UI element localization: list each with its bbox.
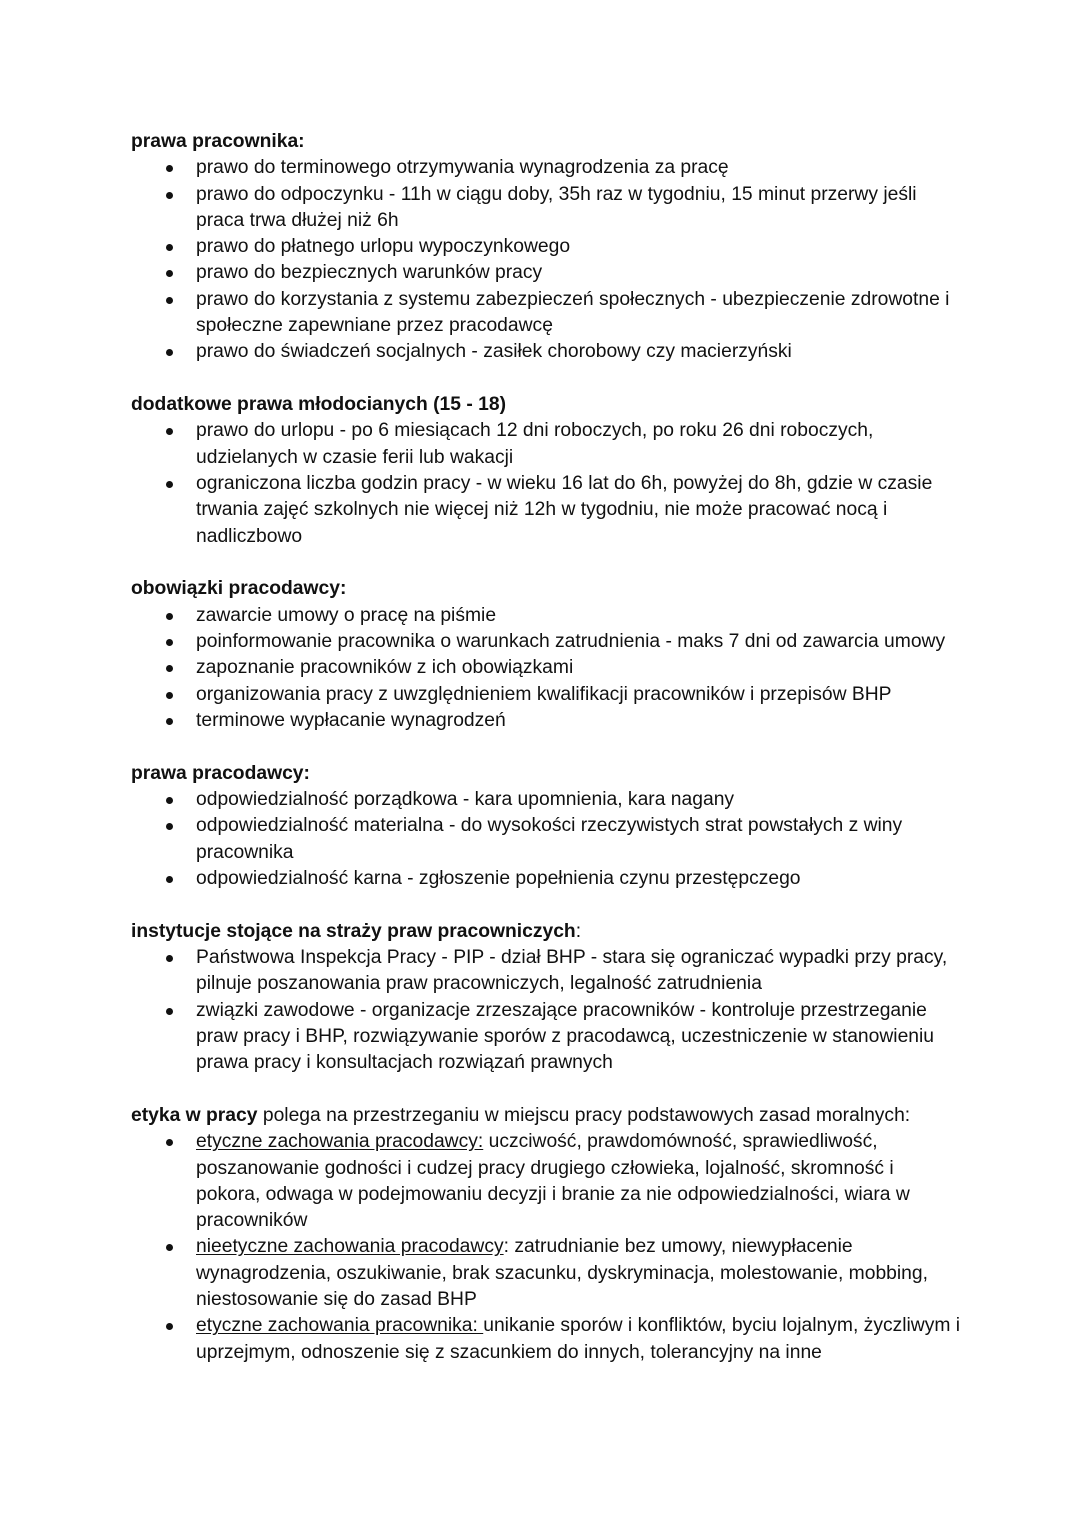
bullet-icon (166, 823, 173, 830)
list-item (196, 603, 961, 629)
list-item (196, 234, 961, 260)
bullet-icon (166, 1139, 173, 1146)
bullet-icon (166, 481, 173, 488)
heading-bold-text: prawa pracownika: (131, 131, 305, 152)
list-item-text: terminowe wypłacanie wynagrodzeń (196, 709, 506, 731)
list-item-text: Państwowa Inspekcja Pracy - PIP - dział BHP - stara się ograniczać wypadki przy pracy, pilnuje poszanowania praw pracowniczych, legalność zatrudnienia (196, 947, 948, 995)
list-item-text: unikanie sporów i konfliktów, byciu lojalnym, życzliwym i uprzejmym, odnoszenie się z szacunkiem do innych, tolerancyjny na inne (196, 1315, 961, 1363)
list-item-text: prawo do płatnego urlopu wypoczynkowego (196, 236, 571, 258)
section-heading (131, 576, 961, 602)
bullet-icon (166, 1244, 173, 1251)
bullet-icon (166, 270, 173, 277)
list-item-text: prawo do bezpiecznych warunków pracy (196, 262, 543, 284)
bullet-icon (166, 297, 173, 304)
bullet-icon (166, 797, 173, 804)
list-item-text: : zatrudnianie bez umowy, niewypłacenie wynagrodzenia, oszukiwanie, brak szacunku, dyskryminacja, molestowanie, mobbing, niestosowanie się do zasad BHP (196, 1236, 928, 1311)
bullet-list (131, 1129, 961, 1366)
section-heading (131, 392, 961, 418)
list-item-text: zawarcie umowy o pracę na piśmie (196, 604, 497, 626)
section-employer-rights (131, 761, 961, 892)
section-employee-rights (131, 129, 961, 366)
heading-bold-text: etyka w pracy (131, 1105, 258, 1126)
underlined-label: etyczne zachowania pracownika: (196, 1315, 484, 1337)
section-heading (131, 919, 961, 945)
bullet-icon (166, 192, 173, 199)
section-employer-duties (131, 576, 961, 734)
list-item (196, 708, 961, 734)
list-item (196, 1129, 961, 1234)
bullet-icon (166, 665, 173, 672)
heading-bold-text: dodatkowe prawa młodocianych (15 - 18) (131, 394, 507, 416)
document-page (131, 129, 961, 1392)
list-item (196, 998, 961, 1077)
bullet-icon (166, 718, 173, 725)
heading-bold-text: obowiązki pracodawcy: (131, 578, 347, 600)
underlined-label: nieetyczne zachowania pracodawcy (196, 1236, 504, 1258)
heading-bold-text: instytucje stojące na straży praw pracowniczych (131, 920, 576, 942)
bullet-icon (166, 692, 173, 699)
list-item (196, 155, 961, 181)
list-item-text: odpowiedzialność porządkowa - kara upomnienia, kara nagany (196, 789, 735, 811)
bullet-list (131, 155, 961, 365)
bullet-list (131, 603, 961, 734)
list-item-text: prawo do odpoczynku - 11h w ciągu doby, 35h raz w tygodniu, 15 minut przerwy jeśli praca trwa dłużej niż 6h (196, 183, 917, 231)
list-item (196, 418, 961, 471)
list-item-text: prawo do urlopu - po 6 miesiącach 12 dni roboczych, po roku 26 dni roboczych, udzielanych w czasie ferii lub wakacji (196, 420, 874, 468)
list-item (196, 260, 961, 286)
heading-rest-text: : (575, 920, 582, 942)
list-item (196, 1234, 961, 1313)
list-item-text: ograniczona liczba godzin pracy - w wieku 16 lat do 6h, powyżej do 8h, gdzie w czasie trwania zajęć szkolnych nie więcej niż 12h w tygodniu, nie może pracować nocą i nadliczbowo (196, 473, 933, 547)
list-item (196, 866, 961, 892)
list-item-text: prawo do świadczeń socjalnych - zasiłek chorobowy czy macierzyński (196, 341, 792, 363)
list-item-text: prawo do korzystania z systemu zabezpieczeń społecznych - ubezpieczenie zdrowotne i społeczne zapewniane przez pracodawcę (196, 288, 950, 337)
section-heading (131, 1103, 961, 1129)
bullet-list (131, 945, 961, 1076)
bullet-icon (166, 955, 173, 962)
section-heading (131, 129, 961, 155)
bullet-icon (166, 165, 173, 172)
section-juvenile-rights (131, 392, 961, 550)
section-institutions (131, 919, 961, 1077)
bullet-icon (166, 876, 173, 883)
section-heading (131, 761, 961, 787)
heading-rest-text: polega na przestrzeganiu w miejscu pracy podstawowych zasad moralnych: (257, 1105, 911, 1126)
list-item (196, 471, 961, 550)
bullet-icon (166, 613, 173, 620)
bullet-list (131, 418, 961, 549)
list-item-text: związki zawodowe - organizacje zrzeszające pracowników - kontroluje przestrzeganie praw pracy i BHP, rozwiązywanie sporów z pracodawcą, uczestniczenie w stanowieniu prawa pracy i konsultacjach rozwiązań prawnych (196, 999, 935, 1074)
bullet-icon (166, 349, 173, 356)
list-item (196, 1313, 961, 1366)
heading-bold-text: prawa pracodawcy: (131, 762, 310, 784)
list-item-text: prawo do terminowego otrzymywania wynagrodzenia za pracę (196, 157, 729, 179)
underlined-label: etyczne zachowania pracodawcy: (196, 1131, 484, 1153)
list-item (196, 682, 961, 708)
list-item (196, 339, 961, 365)
list-item (196, 182, 961, 235)
list-item-text: odpowiedzialność materialna - do wysokości rzeczywistych strat powstałych z winy pracownika (196, 815, 903, 863)
list-item-text: poinformowanie pracownika o warunkach zatrudnienia - maks 7 dni od zawarcia umowy (196, 631, 946, 653)
bullet-icon (166, 1008, 173, 1015)
list-item-text: uczciwość, prawdomówność, sprawiedliwość, poszanowanie godności i cudzej pracy drugiego człowieka, lojalność, skromność i pokora, odwaga w podejmowaniu decyzji i branie za nie odpowiedzialności, wiara w pracowników (196, 1131, 910, 1232)
bullet-icon (166, 639, 173, 646)
list-item (196, 629, 961, 655)
bullet-icon (166, 428, 173, 435)
list-item (196, 287, 961, 340)
list-item-text: organizowania pracy z uwzględnieniem kwalifikacji pracowników i przepisów BHP (196, 683, 892, 705)
list-item (196, 813, 961, 866)
bullet-icon (166, 1323, 173, 1330)
list-item-text: odpowiedzialność karna - zgłoszenie popełnienia czynu przestępczego (196, 867, 801, 889)
list-item-text: zapoznanie pracowników z ich obowiązkami (196, 657, 574, 679)
section-work-ethics (131, 1103, 961, 1366)
bullet-list (131, 787, 961, 892)
bullet-icon (166, 244, 173, 251)
list-item (196, 945, 961, 998)
list-item (196, 655, 961, 681)
list-item (196, 787, 961, 813)
